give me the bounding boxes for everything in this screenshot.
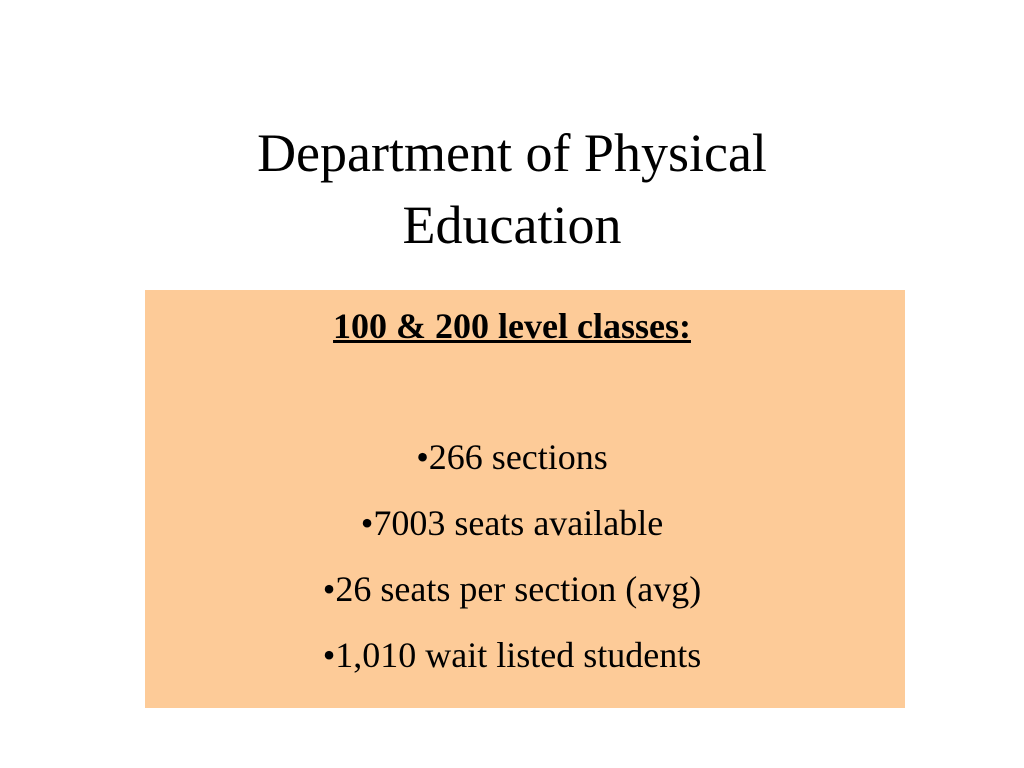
bullet-item: •26 seats per section (avg) [322, 569, 702, 609]
box-heading: 100 & 200 level classes: [333, 306, 691, 346]
slide-title-line-2: Education [402, 195, 622, 255]
slide-title [0, 117, 1024, 261]
bullet-item: •1,010 wait listed students [322, 635, 702, 675]
slide-title-line-1: Department of Physical [257, 123, 767, 183]
bullet-item: •266 sections [416, 437, 608, 477]
bullet-item: •7003 seats available [360, 503, 664, 543]
